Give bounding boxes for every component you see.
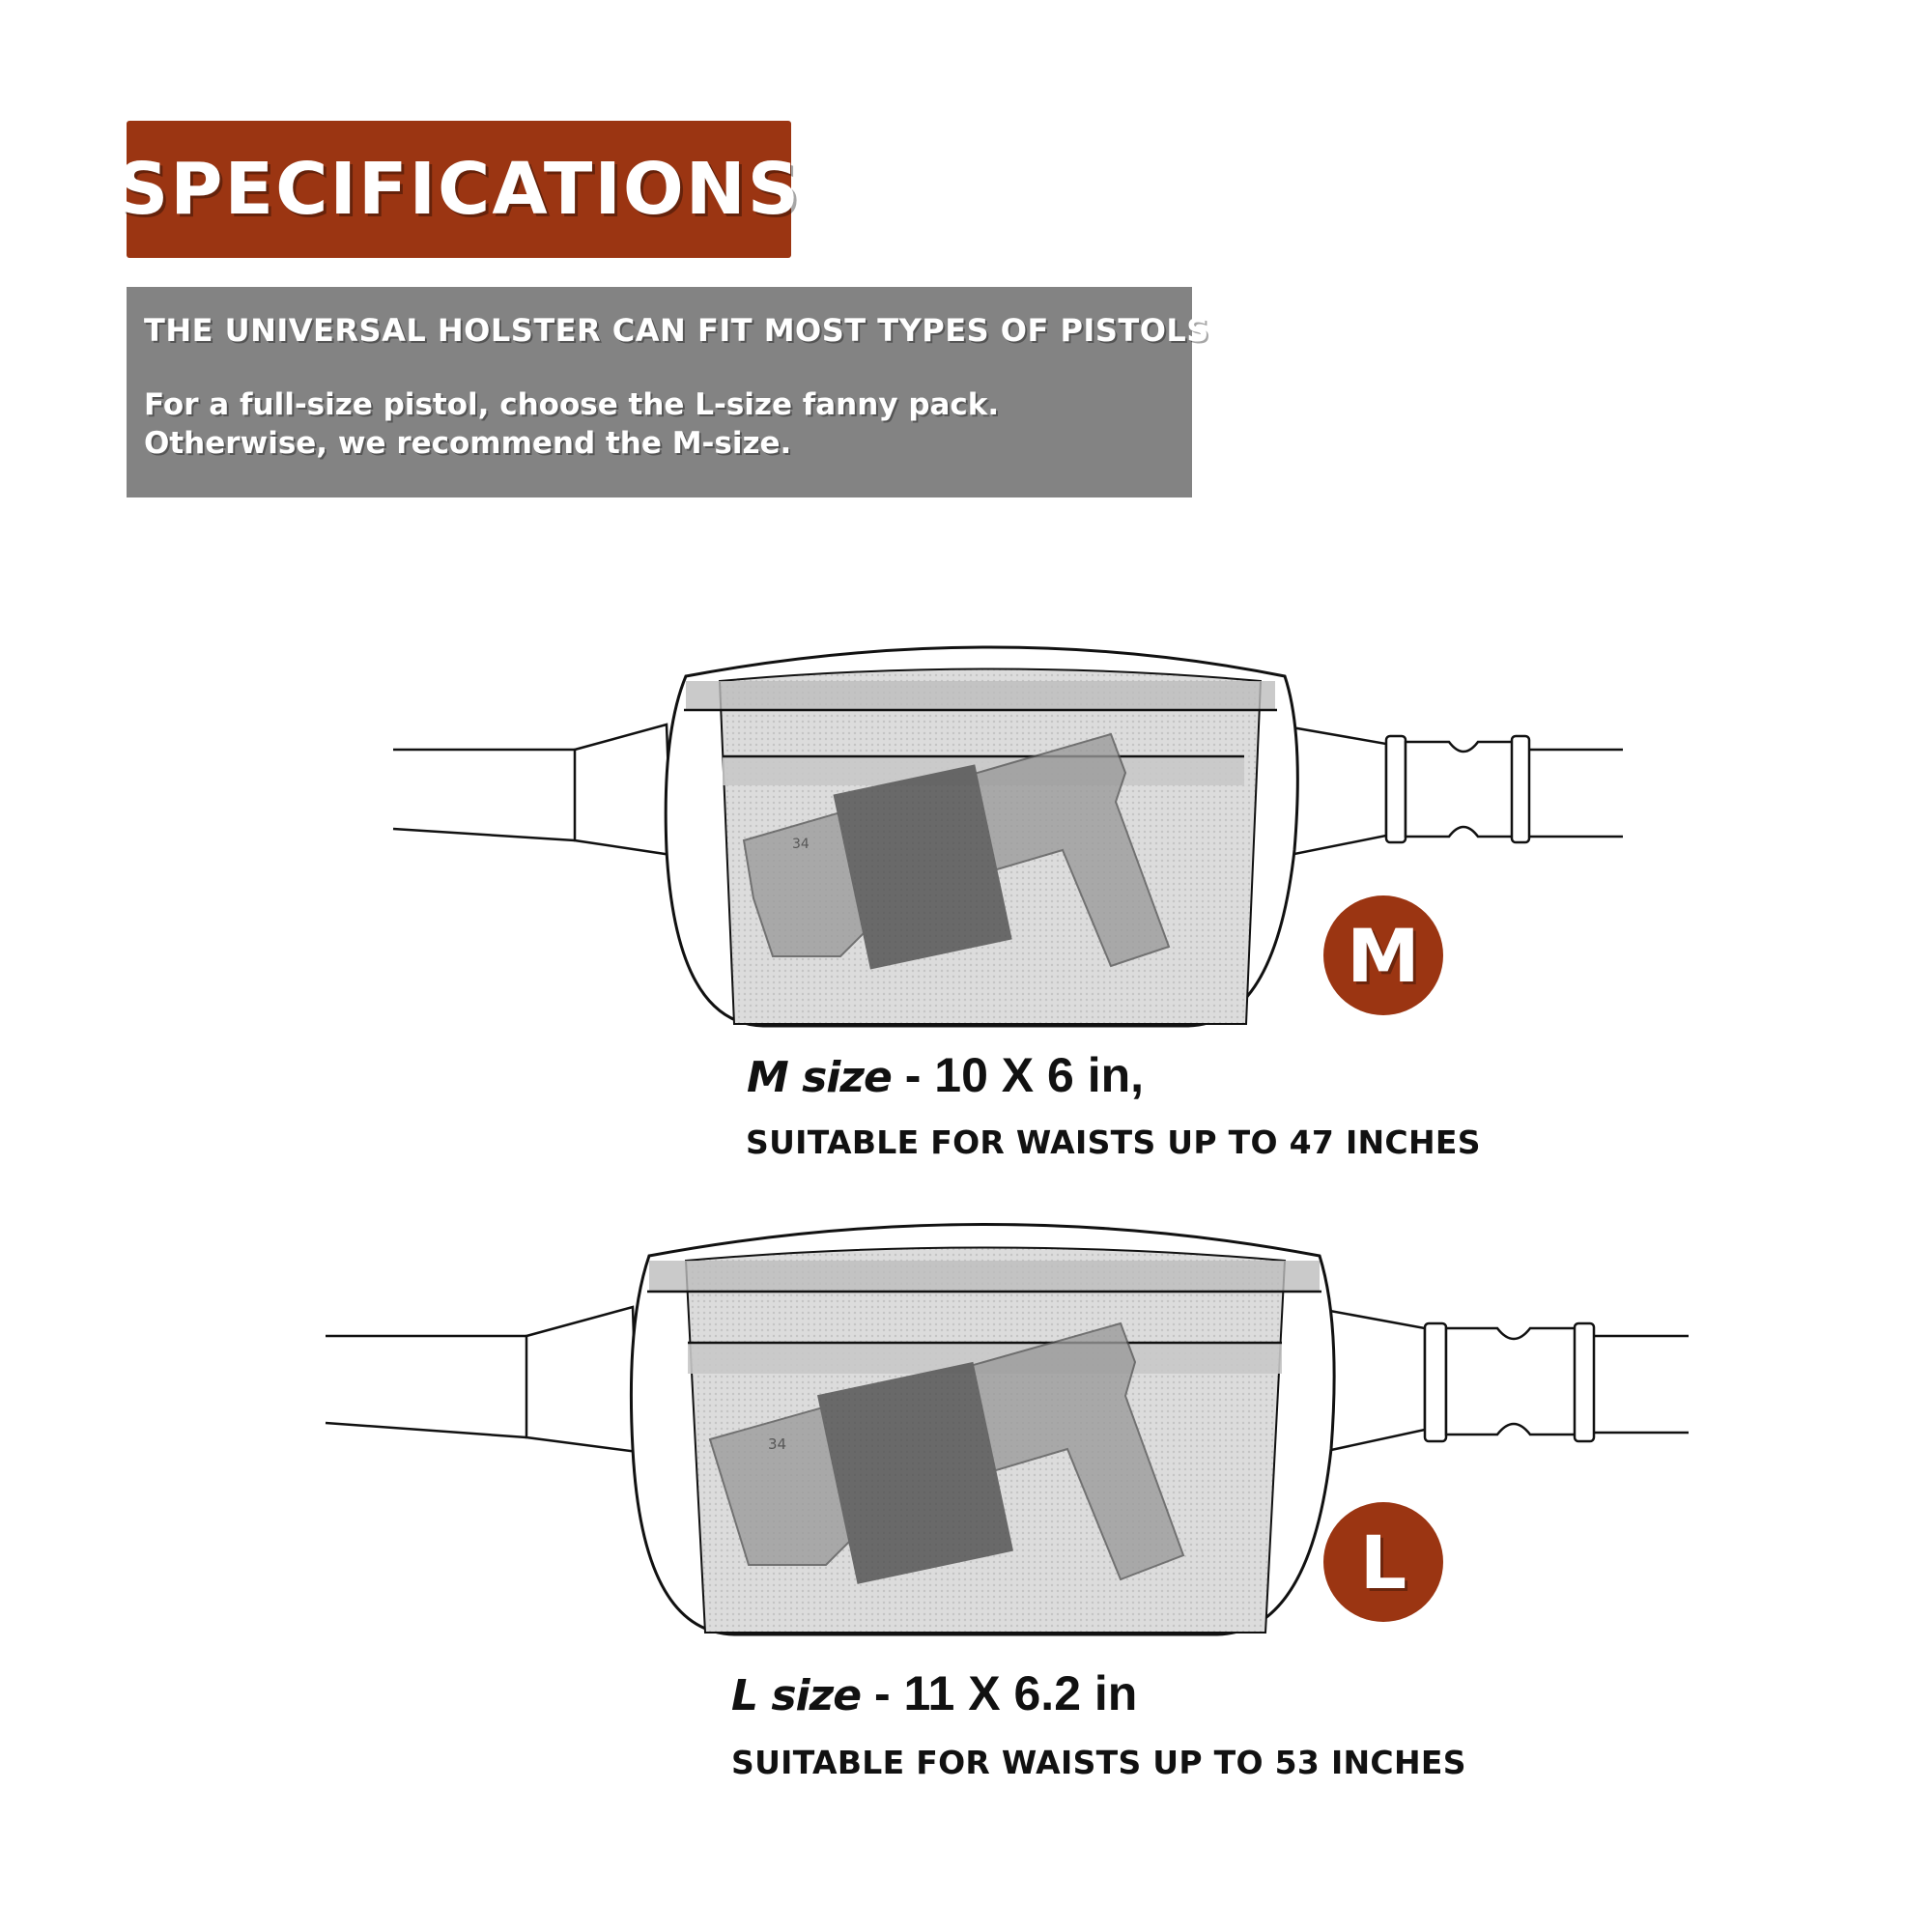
size-badge-m: M <box>1323 895 1443 1015</box>
m-buckle <box>1386 736 1529 842</box>
m-size-dims: - 10 X 6 in, <box>891 1048 1145 1102</box>
l-pistol-model: 34 <box>768 1435 787 1453</box>
l-size-bag-illustration <box>326 1225 1689 1635</box>
l-strap-left <box>326 1307 638 1452</box>
info-headline: THE UNIVERSAL HOLSTER CAN FIT MOST TYPES OF PISTOLS <box>144 312 1209 349</box>
m-size-line <box>747 1047 1144 1103</box>
l-waist-text: SUITABLE FOR WAISTS UP TO 53 INCHES <box>731 1744 1466 1781</box>
m-size-name: M size <box>747 1053 892 1102</box>
size-badge-l: L <box>1323 1502 1443 1622</box>
page-title: SPECIFICATIONS <box>117 148 801 231</box>
l-size-dims: - 11 X 6.2 in <box>861 1666 1138 1720</box>
info-line-1: For a full-size pistol, choose the L-size fanny pack. <box>144 387 1000 422</box>
m-waist-text: SUITABLE FOR WAISTS UP TO 47 INCHES <box>746 1123 1481 1161</box>
l-buckle <box>1425 1323 1594 1441</box>
l-size-line <box>731 1665 1137 1721</box>
info-line-2: Otherwise, we recommend the M-size. <box>144 426 792 461</box>
l-size-name: L size <box>731 1671 862 1720</box>
m-strap-left <box>393 724 671 855</box>
m-pistol-model: 34 <box>792 837 810 852</box>
